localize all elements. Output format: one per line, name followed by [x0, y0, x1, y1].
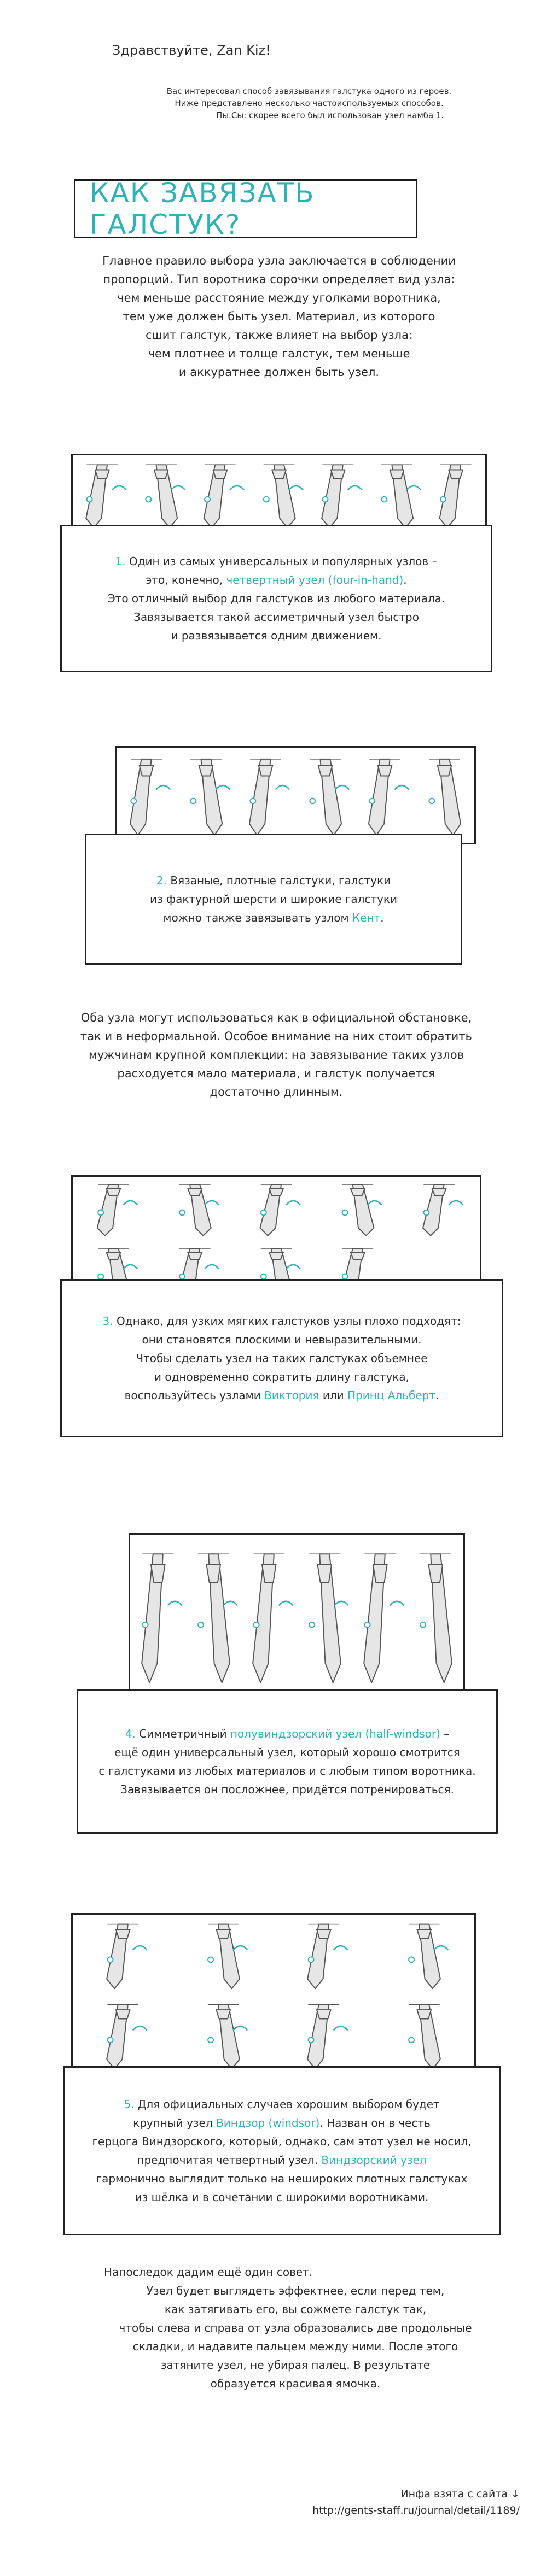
text-run: Для официальных случаев хорошим выбором будет: [137, 2098, 440, 2111]
tie-step-drawing: [439, 465, 471, 527]
section-line: [108, 608, 445, 626]
step-marker: [98, 1210, 103, 1216]
step-arrow: [233, 2026, 247, 2031]
text-run: можно также завязывать узлом: [163, 911, 352, 924]
step-arrow: [133, 1946, 147, 1950]
step-marker: [429, 799, 434, 804]
step-arrow: [286, 1265, 300, 1269]
step-arrow: [286, 1201, 300, 1205]
step-arrow: [348, 486, 362, 490]
text-run: Чтобы сделать узел на таких галстуках объемнее: [136, 1352, 428, 1365]
text-run: с галстуками из любых материалов и с любым типом воротника.: [98, 1764, 476, 1777]
rule-line: тем уже должен быть узел. Материал, из которого: [123, 310, 435, 323]
step-arrow: [434, 1946, 448, 1950]
tie-step-drawing: [204, 465, 236, 527]
text-run: Завязывается такой ассиметричный узел быстро: [133, 611, 419, 624]
tie-step-drawing: [142, 1554, 173, 1682]
text-run: предпочитая четвертный узел.: [137, 2153, 322, 2167]
step-marker: [365, 1622, 370, 1628]
step-marker: [261, 1274, 266, 1280]
step-arrow: [406, 486, 421, 490]
knot-2-text-frame: [85, 834, 462, 965]
knot-2-text: [150, 871, 397, 927]
highlight-text: 3.: [102, 1315, 117, 1328]
step-arrow: [112, 486, 126, 490]
source-link[interactable]: http://gents-staff.ru/journal/detail/1189/: [312, 2504, 520, 2516]
closing-line: чтобы слева и справа от узла образовались две продольные: [119, 2321, 472, 2334]
section-line: [92, 2095, 472, 2114]
windsor-steps-illustration: [73, 1915, 474, 2075]
rule-line: чем меньше расстояние между уголками воротника,: [117, 291, 441, 304]
step-marker: [131, 799, 136, 804]
tie-step-drawing: [130, 759, 162, 835]
highlight-text: Виндзорский узел: [321, 2153, 427, 2167]
both-knots-line: так и в неформальной. Особое внимание на них стоит обратить: [80, 1030, 472, 1043]
step-arrow: [233, 1946, 247, 1950]
four-in-hand-steps-illustration: [73, 455, 485, 534]
section-line: [108, 552, 445, 571]
tie-step-drawing: [309, 1554, 341, 1682]
step-arrow: [216, 785, 230, 790]
closing-line: Напоследок дадим ещё один совет.: [104, 2266, 313, 2279]
step-arrow: [123, 1201, 137, 1205]
both-knots-line: мужчинам крупной комплекции: на завязывание таких узлов: [89, 1048, 464, 1061]
section-line: [92, 2169, 472, 2188]
step-arrow: [171, 486, 185, 490]
intro-line: Вас интересовал способ завязывания галстука одного из героев.: [166, 86, 452, 96]
highlight-text: Кент: [352, 911, 381, 924]
step-arrow: [289, 486, 303, 490]
tie-step-drawing: [190, 759, 222, 835]
knot-1-text-frame: [60, 525, 492, 672]
both-knots-line: достаточно длинным.: [210, 1085, 343, 1099]
tie-step-drawing: [208, 1924, 240, 1989]
text-run: .: [380, 911, 384, 924]
text-run: они становятся плоскими и невыразительными.: [142, 1333, 422, 1346]
text-run: . Назван он в честь: [319, 2116, 431, 2129]
step-marker: [420, 1622, 426, 1628]
section-line: [150, 871, 397, 890]
step-marker: [87, 497, 92, 502]
closing-line: затяните узел, не убирая палец. В результате: [160, 2358, 431, 2372]
step-arrow: [276, 785, 290, 790]
section-line: [98, 1762, 475, 1780]
closing-line: складки, и надавите пальцем между ними. После этого: [132, 2340, 458, 2353]
step-marker: [261, 1210, 266, 1216]
tie-step-drawing: [420, 1554, 452, 1682]
step-marker: [323, 497, 328, 502]
highlight-text: Принц Альберт: [347, 1389, 435, 1402]
section-line: [92, 2114, 472, 2132]
knot-5-text: [92, 2095, 472, 2207]
tie-step-drawing: [107, 1924, 138, 1989]
section-line: [92, 2151, 472, 2169]
step-marker: [309, 1622, 315, 1628]
knot-4-illustration-frame: [129, 1533, 465, 1697]
section-line: [98, 1743, 475, 1762]
tie-step-drawing: [310, 759, 341, 835]
step-marker: [179, 1274, 185, 1280]
step-arrow: [334, 1946, 348, 1950]
both-knots-paragraph: [60, 1008, 492, 1101]
tie-step-drawing: [409, 1924, 440, 1989]
highlight-text: четвертный узел (four-in-hand): [226, 573, 404, 586]
text-run: Это отличный выбор для галстуков из любого материала.: [107, 592, 445, 605]
section-line: [103, 1312, 461, 1330]
kent-steps-illustration: [117, 748, 474, 843]
section-line: [92, 2188, 472, 2207]
text-run: герцога Виндзорского, который, однако, сам этот узел не носил,: [92, 2135, 472, 2148]
section-line: [150, 890, 397, 908]
tie-step-drawing: [208, 2005, 240, 2069]
intro-line: Ниже представлено несколько частоиспользуемых способов.: [175, 98, 444, 108]
text-run: Симметричный: [139, 1727, 230, 1740]
step-marker: [342, 1210, 348, 1216]
closing-line: Узел будет выглядеть эффектнее, если перед тем,: [146, 2284, 445, 2297]
text-run: воспользуйтесь узлами: [124, 1389, 265, 1402]
closing-line: образуется красивая ямочка.: [210, 2377, 381, 2390]
step-marker: [381, 497, 387, 502]
step-marker: [264, 497, 269, 502]
tie-step-drawing: [409, 2005, 440, 2069]
step-marker: [208, 1957, 213, 1962]
step-arrow: [205, 1265, 219, 1269]
half-windsor-steps-illustration: [130, 1535, 463, 1695]
tie-step-drawing: [369, 759, 400, 835]
step-marker: [190, 799, 196, 804]
tie-step-drawing: [364, 1554, 396, 1682]
tie-step-drawing: [381, 465, 413, 527]
rule-line: пропорций. Тип воротника сорочки определяет вид узла:: [103, 273, 455, 286]
rule-line: и аккуратнее должен быть узел.: [178, 366, 380, 379]
step-arrow: [390, 1601, 404, 1606]
highlight-text: 4.: [125, 1727, 140, 1740]
step-marker: [409, 1957, 414, 1962]
text-run: или: [319, 1389, 347, 1402]
step-marker: [108, 1957, 113, 1962]
intro-note: [112, 43, 506, 121]
tie-step-drawing: [107, 2005, 138, 2069]
step-arrow: [449, 1201, 463, 1205]
step-arrow: [335, 785, 350, 790]
source-label: Инфа взята с сайта ↓: [400, 2488, 520, 2500]
knot-3-text-frame: [60, 1279, 503, 1437]
step-marker: [310, 799, 315, 804]
section-line: [103, 1386, 461, 1405]
text-run: ещё один универсальный узел, который хорошо смотрится: [114, 1745, 460, 1759]
knot-1-illustration-frame: [71, 454, 487, 536]
step-arrow: [334, 2026, 348, 2031]
both-knots-line: расходуется мало материала, и галстук получается: [117, 1067, 435, 1080]
text-run: –: [440, 1727, 450, 1740]
step-arrow: [395, 785, 409, 790]
text-run: Вязаные, плотные галстуки, галстуки: [170, 874, 391, 887]
step-marker: [198, 1622, 204, 1628]
step-arrow: [123, 1265, 137, 1269]
section-line: [108, 571, 445, 589]
step-marker: [146, 497, 151, 502]
tie-step-drawing: [86, 465, 118, 527]
tie-step-drawing: [307, 2005, 339, 2069]
text-run: .: [435, 1389, 439, 1402]
section-line: [98, 1780, 475, 1799]
step-marker: [309, 2037, 314, 2043]
step-marker: [423, 1210, 429, 1216]
step-marker: [98, 1274, 103, 1280]
main-rule-paragraph: [82, 251, 476, 382]
step-marker: [309, 1957, 314, 1962]
step-arrow: [168, 1601, 182, 1606]
section-line: [108, 626, 445, 645]
step-marker: [108, 2037, 113, 2043]
step-marker: [254, 1622, 259, 1628]
page-title: КАК ЗАВЯЗАТЬ ГАЛСТУК?: [90, 177, 315, 240]
closing-line: как затягивать его, вы сожмете галстук так,: [164, 2303, 427, 2316]
knot-2-illustration-frame: [115, 746, 476, 844]
both-knots-line: Оба узла могут использоваться как в официальной обстановке,: [80, 1011, 472, 1024]
knot-4-text: [98, 1724, 475, 1799]
step-marker: [143, 1622, 148, 1628]
text-run: и одновременно сократить длину галстука,: [154, 1370, 409, 1383]
rule-line: сшит галстук, также влияет на выбор узла:: [145, 328, 413, 342]
step-arrow: [279, 1601, 293, 1606]
greeting: Здравствуйте, Zan Kiz!: [112, 43, 271, 58]
highlight-text: 1.: [115, 555, 129, 568]
highlight-text: полувиндзорский узел (half-windsor): [230, 1727, 440, 1740]
closing-advice: [104, 2263, 487, 2393]
text-run: это, конечно,: [146, 573, 226, 586]
knot-5-illustration-frame: [71, 1913, 476, 2077]
tie-step-drawing: [146, 465, 177, 527]
step-marker: [369, 799, 375, 804]
highlight-text: Виндзор (windsor): [216, 2116, 320, 2129]
text-run: Однако, для узких мягких галстуков узлы плохо подходят:: [117, 1315, 461, 1328]
step-arrow: [223, 1601, 237, 1606]
knot-4-text-frame: [77, 1689, 498, 1834]
step-marker: [205, 497, 210, 502]
section-line: [108, 589, 445, 608]
step-arrow: [230, 486, 244, 490]
rule-line: чем плотнее и толще галстук, тем меньше: [148, 347, 410, 360]
text-run: .: [403, 573, 407, 586]
step-marker: [342, 1274, 348, 1280]
knot-5-text-frame: [63, 2066, 501, 2235]
page-title-box: [74, 179, 417, 238]
intro-ps-line: Пы.Сы: скорее всего был использован узел намба 1.: [216, 110, 444, 120]
highlight-text: 2.: [156, 874, 171, 887]
tie-step-drawing: [253, 1554, 284, 1682]
text-run: Один из самых универсальных и популярных узлов –: [129, 555, 438, 568]
highlight-text: 5.: [124, 2098, 138, 2111]
section-line: [92, 2132, 472, 2151]
tie-step-drawing: [264, 465, 295, 527]
step-marker: [179, 1210, 185, 1216]
step-marker: [440, 497, 446, 502]
text-run: Завязывается он посложнее, придётся потренироваться.: [120, 1782, 454, 1796]
text-run: из фактурной шерсти и широкие галстуки: [149, 893, 397, 906]
section-line: [103, 1368, 461, 1386]
step-arrow: [334, 1601, 348, 1606]
text-run: и развязывается одним движением.: [171, 629, 382, 642]
tie-step-drawing: [429, 759, 461, 835]
section-line: [150, 908, 397, 927]
step-marker: [208, 2037, 213, 2043]
text-run: крупный узел: [133, 2116, 216, 2129]
section-line: [103, 1330, 461, 1349]
step-arrow: [156, 785, 171, 790]
text-run: из шёлка и в сочетании с широкими воротниками.: [135, 2191, 429, 2204]
knot-1-text: [108, 552, 445, 645]
source-credit: [263, 2486, 520, 2519]
step-arrow: [133, 2026, 147, 2031]
tie-step-drawing: [307, 1924, 339, 1989]
step-arrow: [205, 1201, 219, 1205]
highlight-text: Виктория: [264, 1389, 319, 1402]
rule-line: Главное правило выбора узла заключается в соблюдении: [102, 254, 456, 267]
text-run: гармонично выглядит только на нешироких плотных галстуках: [96, 2172, 468, 2185]
knot-3-text: [103, 1312, 461, 1405]
tie-step-drawing: [249, 759, 281, 835]
step-arrow: [368, 1201, 382, 1205]
step-marker: [250, 799, 255, 804]
section-line: [98, 1724, 475, 1743]
tie-step-drawing: [322, 465, 353, 527]
step-marker: [409, 2037, 414, 2043]
section-line: [103, 1349, 461, 1368]
tie-step-drawing: [198, 1554, 230, 1682]
